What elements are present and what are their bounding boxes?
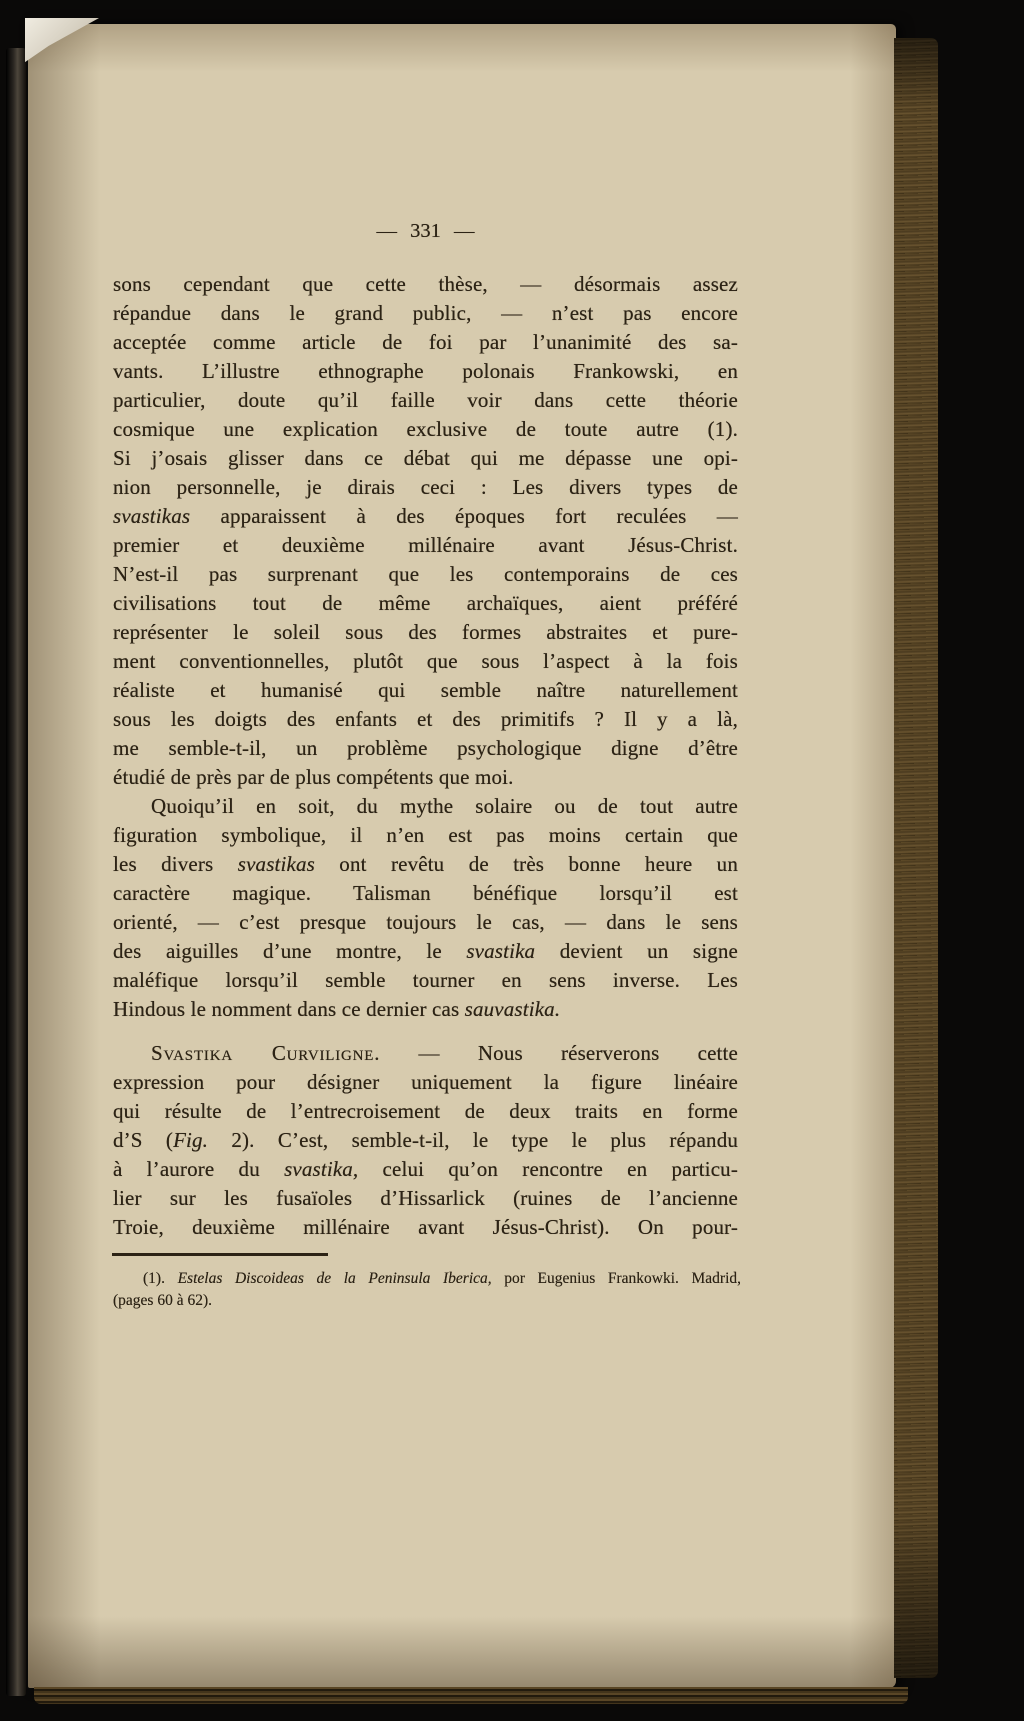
text-line: figuration symbolique, il n’en est pas moins certain que: [113, 823, 738, 847]
text-line: (1). Estelas Discoideas de la Peninsula Iberica, por Eugenius Frankowki. Madrid,: [143, 1270, 742, 1287]
paragraph-2: [113, 792, 738, 1024]
footnote: [113, 1268, 741, 1311]
text-line: (pages 60 à 62).: [113, 1291, 212, 1309]
page-number: — 331 —: [376, 220, 475, 242]
text-line: cosmique une explication exclusive de toute autre (1).: [113, 417, 738, 441]
text-line: nion personnelle, je dirais ceci : Les divers types de: [113, 475, 738, 499]
text-line: Troie, deuxième millénaire avant Jésus-Christ). On pour-: [113, 1215, 738, 1239]
text-line: réaliste et humanisé qui semble naître naturellement: [113, 678, 738, 702]
text-line: lier sur les fusaïoles d’Hissarlick (ruines de l’ancienne: [113, 1186, 738, 1210]
text-line: sons cependant que cette thèse, — désormais assez: [113, 272, 738, 296]
text-line: représenter le soleil sous des formes abstraites et pure-: [113, 620, 738, 644]
text-line: répandue dans le grand public, — n’est pas encore: [113, 301, 738, 325]
book-cover-edge: [6, 48, 26, 1696]
text-line: sous les doigts des enfants et des primitifs ? Il y a là,: [113, 707, 738, 731]
text-line: premier et deuxième millénaire avant Jésus-Christ.: [113, 533, 738, 557]
text-line: à l’aurore du svastika, celui qu’on rencontre en particu-: [113, 1157, 738, 1181]
footnote-rule: [112, 1253, 328, 1256]
text-line: qui résulte de l’entrecroisement de deux traits en forme: [113, 1099, 738, 1123]
text-line: d’S (Fig. 2). C’est, semble-t-il, le type le plus répandu: [113, 1128, 738, 1152]
text-line: étudié de près par de plus compétents que moi.: [113, 765, 514, 789]
text-line: vants. L’illustre ethnographe polonais Frankowski, en: [113, 359, 738, 383]
text-line: civilisations tout de même archaïques, aient préféré: [113, 591, 738, 615]
text-line: ment conventionnelles, plutôt que sous l’aspect à la fois: [113, 649, 738, 673]
text-line: Hindous le nomment dans ce dernier cas sauvastika.: [113, 997, 561, 1021]
text-line: Si j’osais glisser dans ce débat qui me dépasse une opi-: [113, 446, 738, 470]
text-line: caractère magique. Talisman bénéfique lorsqu’il est: [113, 881, 738, 905]
paragraph-3: [113, 1039, 738, 1242]
page-edges-bottom-icon: [34, 1687, 908, 1704]
text-line: N’est-il pas surprenant que les contemporains de ces: [113, 562, 738, 586]
text-line: Quoiqu’il en soit, du mythe solaire ou de tout autre: [151, 794, 738, 818]
text-line: maléfique lorsqu’il semble tourner en sens inverse. Les: [113, 968, 738, 992]
text-line: acceptée comme article de foi par l’unanimité des sa-: [113, 330, 738, 354]
text-line: svastikas apparaissent à des époques fort reculées —: [113, 504, 738, 528]
text-line: expression pour désigner uniquement la figure linéaire: [113, 1070, 738, 1094]
text-line: des aiguilles d’une montre, le svastika devient un signe: [113, 939, 738, 963]
text-line: Svastika Curviligne. — Nous réserverons cette: [151, 1041, 738, 1065]
page-edges-right-icon: [894, 38, 938, 1678]
text-line: les divers svastikas ont revêtu de très bonne heure un: [113, 852, 738, 876]
text-line: me semble-t-il, un problème psychologique digne d’être: [113, 736, 738, 760]
paragraph-1: [113, 270, 738, 792]
book-page: [28, 24, 896, 1688]
text-line: particulier, doute qu’il faille voir dans cette théorie: [113, 388, 738, 412]
body-text: [113, 270, 738, 1242]
text-line: orienté, — c’est presque toujours le cas, — dans le sens: [113, 910, 738, 934]
